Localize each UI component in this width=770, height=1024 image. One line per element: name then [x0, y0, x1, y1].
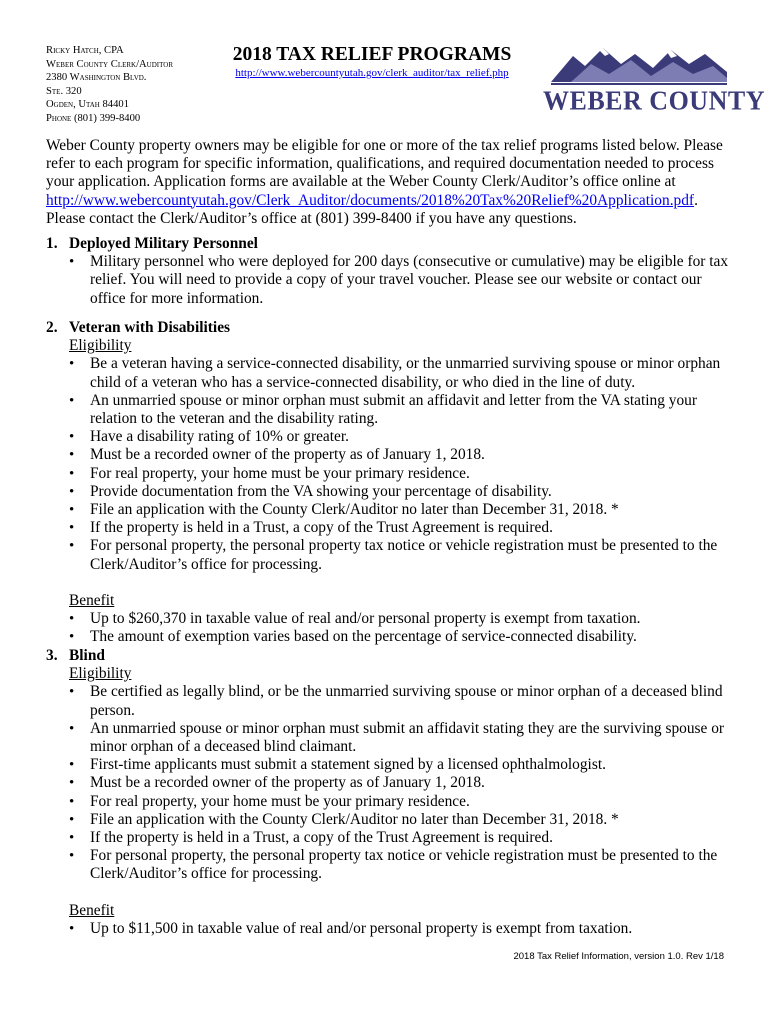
list-item: • File an application with the County Clerk/Auditor no later than December 31, 2018. *: [69, 501, 736, 519]
section-heading: 1. Deployed Military Personnel: [46, 235, 258, 252]
list-item: • File an application with the County Clerk/Auditor no later than December 31, 2018. *: [69, 811, 736, 829]
intro-text-end: . Please contact the Clerk/Auditor’s office at (801) 399-8400 if you have any questions.: [46, 191, 698, 227]
list-item: • If the property is held in a Trust, a copy of the Trust Agreement is required.: [69, 519, 736, 537]
section-heading: 3. Blind: [46, 647, 105, 664]
address-line: Ogden, Utah 84401: [46, 99, 129, 111]
section-veteran-disabilities: [46, 319, 736, 646]
list-item: • An unmarried spouse or minor orphan must submit an affidavit stating they are the surviving spouse or minor orphan of a deceased blind claimant.: [69, 720, 736, 756]
list-item: • For real property, your home must be your primary residence.: [69, 793, 736, 811]
address-line: 2380 Washington Blvd.: [46, 72, 147, 84]
list-item: • Must be a recorded owner of the property as of January 1, 2018.: [69, 446, 736, 464]
section-blind: [46, 647, 736, 938]
section-heading: 2. Veteran with Disabilities: [46, 319, 231, 336]
list-item: • Up to $11,500 in taxable value of real and/or personal property is exempt from taxation.: [69, 920, 736, 938]
list-item: • Must be a recorded owner of the property as of January 1, 2018.: [69, 774, 736, 792]
logo-wordmark: WEBER COUNTY: [543, 85, 765, 116]
application-form-link[interactable]: http://www.webercountyutah.gov/Clerk_Auditor/documents/2018%20Tax%20Relief%20Application.pdf: [46, 191, 695, 209]
page-footer: 2018 Tax Relief Information, version 1.0. Rev 1/18: [513, 951, 724, 962]
mountain-logo-icon: [543, 42, 733, 86]
eligibility-list: [46, 355, 736, 573]
intro-paragraph: [46, 137, 736, 228]
tax-relief-page-link[interactable]: http://www.webercountyutah.gov/clerk_auditor/tax_relief.php: [235, 67, 509, 79]
benefit-list: [46, 610, 736, 646]
address-line: Ste. 320: [46, 85, 82, 97]
eligibility-list: [46, 683, 736, 883]
weber-county-logo: [543, 42, 765, 116]
bullet-list: [46, 253, 736, 308]
list-item: • Up to $260,370 in taxable value of real and/or personal property is exempt from taxation.: [69, 610, 736, 628]
benefit-heading: Benefit: [69, 591, 115, 609]
document-title: 2018 TAX RELIEF PROGRAMS: [232, 44, 512, 65]
intro-text: Weber County property owners may be eligible for one or more of the tax relief programs listed below. Please refer to each program for specific information, qualifications, and required documentation needed to process your application. Application forms are available at the Weber County Clerk/Auditor’s office online at: [46, 137, 723, 191]
list-item: • Be certified as legally blind, or be the unmarried surviving spouse or minor orphan of a deceased blind person.: [69, 683, 736, 719]
list-item: • An unmarried spouse or minor orphan must submit an affidavit and letter from the VA stating your relation to the veteran and the disability rating.: [69, 392, 736, 428]
list-item: • Be a veteran having a service-connected disability, or the unmarried surviving spouse or minor orphan child of a veteran who has a service-connected disability, or who died in the line of duty.: [69, 355, 736, 391]
address-line: Phone (801) 399-8400: [46, 112, 141, 124]
eligibility-heading: Eligibility: [69, 665, 132, 683]
list-item: • For real property, your home must be your primary residence.: [69, 465, 736, 483]
list-item: • For personal property, the personal property tax notice or vehicle registration must be presented to the Clerk/Auditor’s office for processing.: [69, 847, 736, 883]
list-item: • If the property is held in a Trust, a copy of the Trust Agreement is required.: [69, 829, 736, 847]
address-block: [46, 44, 173, 126]
list-item: • Have a disability rating of 10% or greater.: [69, 428, 736, 446]
section-deployed-military: [46, 235, 736, 308]
list-item: • The amount of exemption varies based on the percentage of service-connected disability.: [69, 628, 736, 646]
benefit-heading: Benefit: [69, 901, 115, 919]
eligibility-heading: Eligibility: [69, 337, 132, 355]
list-item: • Provide documentation from the VA showing your percentage of disability.: [69, 483, 736, 501]
address-line: Ricky Hatch, CPA: [46, 45, 124, 56]
list-item: • Military personnel who were deployed for 200 days (consecutive or cumulative) may be eligible for tax relief. You will need to provide a copy of your travel voucher. Please see our website or contact our office for more information.: [69, 253, 736, 308]
list-item: • For personal property, the personal property tax notice or vehicle registration must be presented to the Clerk/Auditor’s office for processing.: [69, 537, 736, 573]
benefit-list: [46, 920, 736, 938]
address-line: Weber County Clerk/Auditor: [46, 58, 173, 70]
list-item: • First-time applicants must submit a statement signed by a licensed ophthalmologist.: [69, 756, 736, 774]
